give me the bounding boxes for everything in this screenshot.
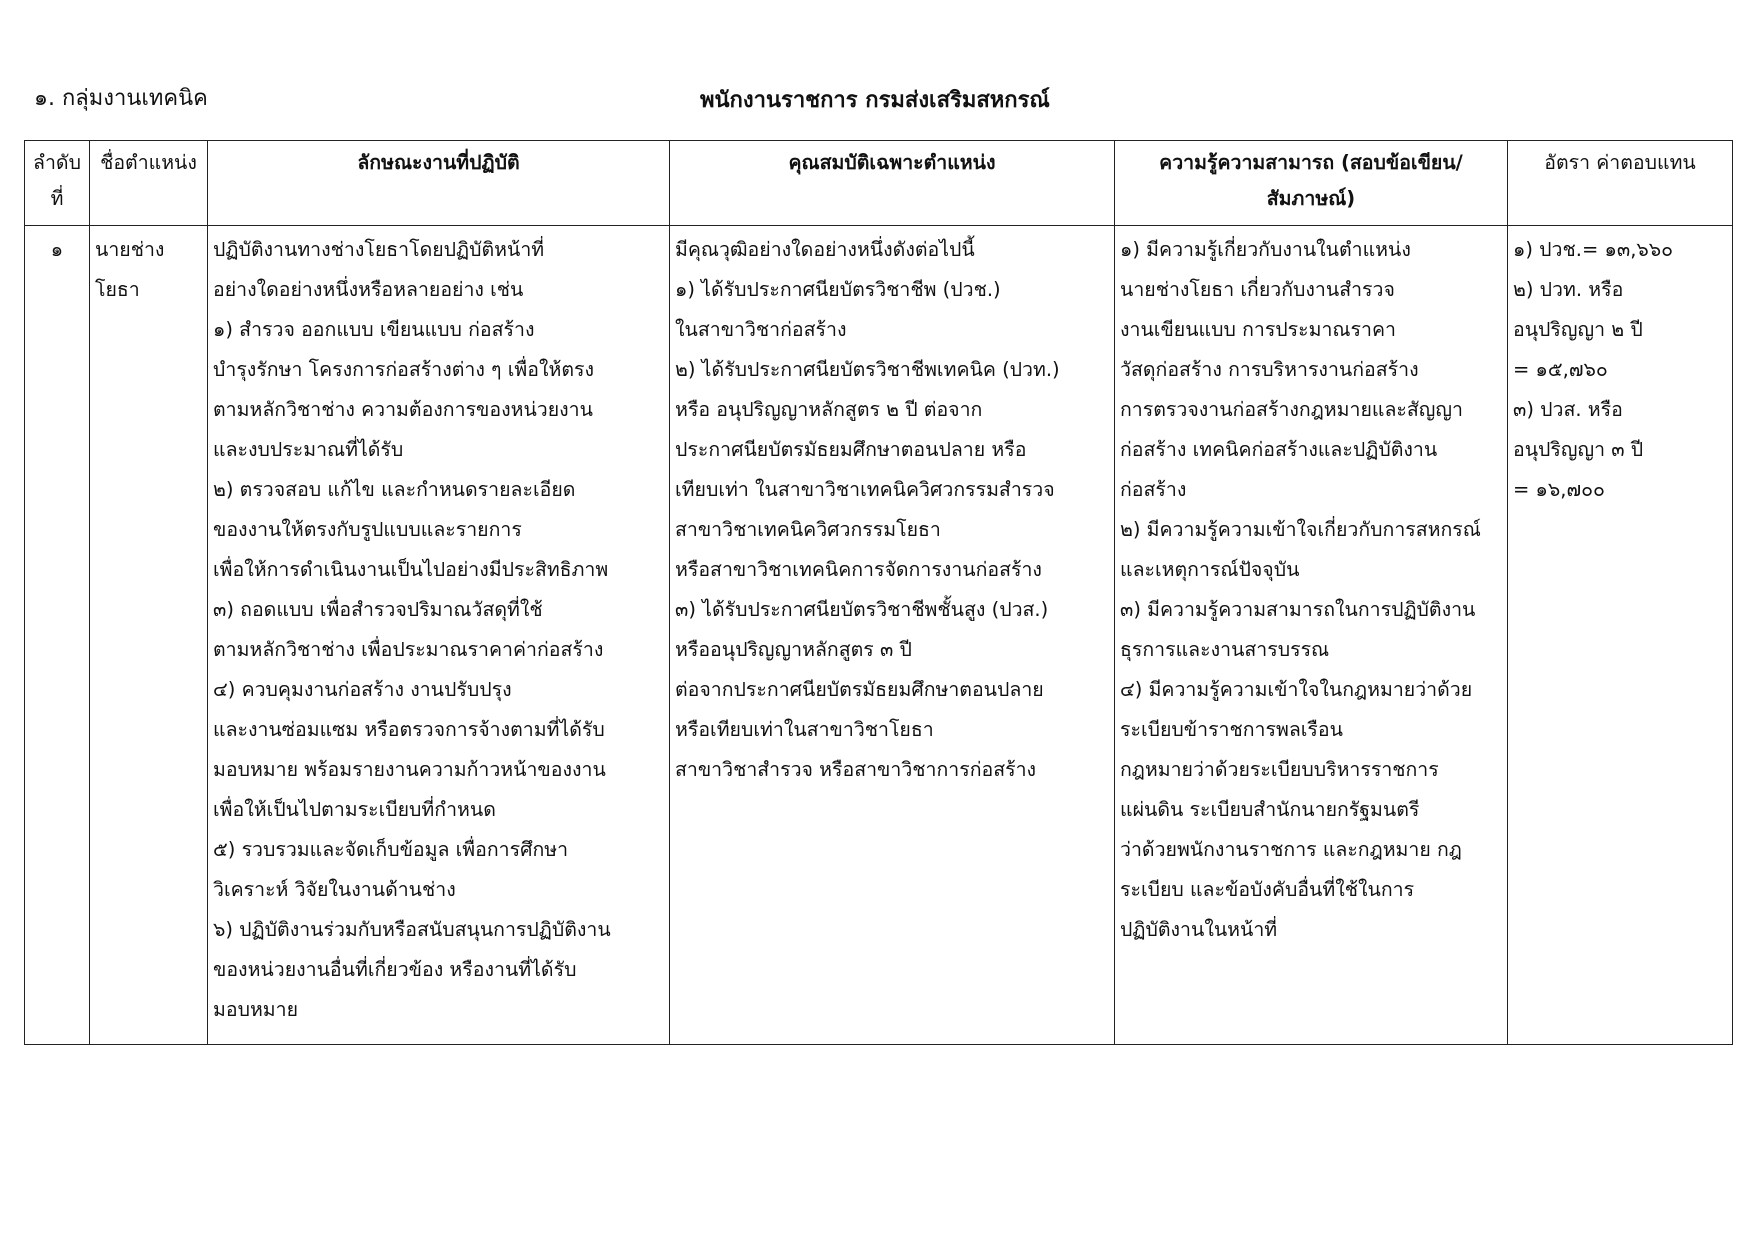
knowledge-line: การตรวจงานก่อสร้างกฎหมายและสัญญา — [1120, 398, 1463, 421]
knowledge-line: ๒) มีความรู้ความเข้าใจเกี่ยวกับการสหกรณ์ — [1120, 518, 1481, 541]
qualifications-line: มีคุณวุฒิอย่างใดอย่างหนึ่งดังต่อไปนี้ — [675, 238, 975, 261]
qualifications-line: ประกาศนียบัตรมัธยมศึกษาตอนปลาย หรือ — [675, 438, 1027, 461]
header-rate-line-2: ค่าตอบแทน — [1596, 151, 1696, 174]
knowledge-line: ก่อสร้าง เทคนิคก่อสร้างและปฏิบัติงาน — [1120, 438, 1438, 461]
duties-line: และงบประมาณที่ได้รับ — [213, 438, 404, 461]
cell-rate — [1508, 226, 1733, 1045]
duties-line: ๒) ตรวจสอบ แก้ไข และกำหนดรายละเอียด — [213, 478, 576, 501]
qualifications-line: หรือ อนุปริญญาหลักสูตร ๒ ปี ต่อจาก — [675, 398, 983, 421]
qualifications-line: สาขาวิชาเทคนิควิศวกรรมโยธา — [675, 518, 941, 541]
rate-line: = ๑๖,๗๐๐ — [1513, 478, 1605, 501]
header-knowledge-line-2: (สอบข้อเขียน/สัมภาษณ์) — [1266, 151, 1463, 210]
header-rate-line-1: อัตรา — [1544, 151, 1591, 174]
knowledge-line: ธุรการและงานสารบรรณ — [1120, 638, 1330, 661]
table-header-row — [25, 141, 1733, 226]
knowledge-line: ปฏิบัติงานในหน้าที่ — [1120, 918, 1278, 941]
knowledge-line: กฎหมายว่าด้วยระเบียบบริหารราชการ — [1120, 758, 1439, 781]
duties-line: ของงานให้ตรงกับรูปแบบและรายการ — [213, 518, 522, 541]
qualifications-line: หรืออนุปริญญาหลักสูตร ๓ ปี — [675, 638, 912, 661]
qualifications-line: หรือสาขาวิชาเทคนิคการจัดการงานก่อสร้าง — [675, 558, 1042, 581]
knowledge-line: ๑) มีความรู้เกี่ยวกับงานในตำแหน่ง — [1120, 238, 1411, 261]
duties-line: ๓) ถอดแบบ เพื่อสำรวจปริมาณวัสดุที่ใช้ — [213, 598, 543, 621]
group-label: ๑. กลุ่มงานเทคนิค — [34, 86, 208, 111]
knowledge-line: ว่าด้วยพนักงานราชการ และกฎหมาย กฎ — [1120, 838, 1462, 861]
knowledge-line: ระเบียบข้าราชการพลเรือน — [1120, 718, 1343, 741]
knowledge-line: และเหตุการณ์ปัจจุบัน — [1120, 558, 1300, 581]
qualifications-line: ในสาขาวิชาก่อสร้าง — [675, 318, 847, 341]
duties-line: มอบหมาย พร้อมรายงานความก้าวหน้าของงาน — [213, 758, 606, 781]
rate-line: อนุปริญญา ๓ ปี — [1513, 438, 1644, 461]
qualifications-line: ๑) ได้รับประกาศนียบัตรวิชาชีพ (ปวช.) — [675, 278, 1001, 301]
duties-line: ตามหลักวิชาช่าง ความต้องการของหน่วยงาน — [213, 398, 593, 421]
knowledge-line: ๔) มีความรู้ความเข้าใจในกฎหมายว่าด้วย — [1120, 678, 1473, 701]
position-table — [24, 140, 1733, 1045]
duties-line: ๖) ปฏิบัติงานร่วมกับหรือสนับสนุนการปฏิบัติงาน — [213, 918, 611, 941]
duties-line: อย่างใดอย่างหนึ่งหรือหลายอย่าง เช่น — [213, 278, 524, 301]
knowledge-line: วัสดุก่อสร้าง การบริหารงานก่อสร้าง — [1120, 358, 1419, 381]
knowledge-line: ก่อสร้าง — [1120, 478, 1187, 501]
rate-line: ๓) ปวส. หรือ — [1513, 398, 1623, 421]
qualifications-line: ต่อจากประกาศนียบัตรมัธยมศึกษาตอนปลาย — [675, 678, 1044, 701]
cell-knowledge — [1115, 226, 1508, 1045]
cell-duties — [208, 226, 670, 1045]
knowledge-line: ระเบียบ และข้อบังคับอื่นที่ใช้ในการ — [1120, 878, 1415, 901]
rate-line: ๑) ปวช.= ๑๓,๖๖๐ — [1513, 238, 1674, 261]
qualifications-line: สาขาวิชาสำรวจ หรือสาขาวิชาการก่อสร้าง — [675, 758, 1037, 781]
duties-line: ตามหลักวิชาช่าง เพื่อประมาณราคาค่าก่อสร้าง — [213, 638, 604, 661]
duties-line: ปฏิบัติงานทางช่างโยธาโดยปฏิบัติหน้าที่ — [213, 238, 545, 261]
cell-order: ๑ — [25, 226, 90, 1045]
cell-qualifications — [670, 226, 1115, 1045]
duties-line: ของหน่วยงานอื่นที่เกี่ยวข้อง หรืองานที่ได้รับ — [213, 958, 577, 981]
duties-line: ๔) ควบคุมงานก่อสร้าง งานปรับปรุง — [213, 678, 512, 701]
table-row — [25, 226, 1733, 1045]
knowledge-line: นายช่างโยธา เกี่ยวกับงานสำรวจ — [1120, 278, 1395, 301]
knowledge-line: ๓) มีความรู้ความสามารถในการปฏิบัติงาน — [1120, 598, 1476, 621]
duties-line: เพื่อให้เป็นไปตามระเบียบที่กำหนด — [213, 798, 496, 821]
header-order-line-2: ที่ — [50, 187, 64, 210]
rate-line: ๒) ปวท. หรือ — [1513, 278, 1624, 301]
document-title: พนักงานราชการ กรมส่งเสริมสหกรณ์ — [700, 88, 1050, 113]
duties-line: บำรุงรักษา โครงการก่อสร้างต่าง ๆ เพื่อให้ตรง — [213, 358, 594, 381]
knowledge-line: แผ่นดิน ระเบียบสำนักนายกรัฐมนตรี — [1120, 798, 1420, 821]
cell-position: นายช่างโยธา — [90, 226, 208, 1045]
header-position: ชื่อตำแหน่ง — [90, 141, 208, 226]
header-qualifications: คุณสมบัติเฉพาะตำแหน่ง — [670, 141, 1115, 226]
qualifications-line: หรือเทียบเท่าในสาขาวิชาโยธา — [675, 718, 934, 741]
rate-line: อนุปริญญา ๒ ปี — [1513, 318, 1643, 341]
knowledge-line: งานเขียนแบบ การประมาณราคา — [1120, 318, 1396, 341]
header-knowledge — [1115, 141, 1508, 226]
header-knowledge-line-1: ความรู้ความสามารถ — [1159, 151, 1335, 174]
duties-line: เพื่อให้การดำเนินงานเป็นไปอย่างมีประสิทธิภาพ — [213, 558, 609, 581]
header-rate — [1508, 141, 1733, 226]
duties-line: ๑) สำรวจ ออกแบบ เขียนแบบ ก่อสร้าง — [213, 318, 535, 341]
qualifications-line: ๒) ได้รับประกาศนียบัตรวิชาชีพเทคนิค (ปวท.) — [675, 358, 1060, 381]
header-order — [25, 141, 90, 226]
duties-line: ๕) รวบรวมและจัดเก็บข้อมูล เพื่อการศึกษา — [213, 838, 569, 861]
duties-line: และงานซ่อมแซม หรือตรวจการจ้างตามที่ได้รับ — [213, 718, 605, 741]
duties-line: วิเคราะห์ วิจัยในงานด้านช่าง — [213, 878, 456, 901]
rate-line: = ๑๕,๗๖๐ — [1513, 358, 1608, 381]
header-order-line-1: ลำดับ — [33, 151, 81, 174]
duties-line: มอบหมาย — [213, 998, 299, 1021]
header-duties: ลักษณะงานที่ปฏิบัติ — [208, 141, 670, 226]
qualifications-line: เทียบเท่า ในสาขาวิชาเทคนิควิศวกรรมสำรวจ — [675, 478, 1055, 501]
qualifications-line: ๓) ได้รับประกาศนียบัตรวิชาชีพชั้นสูง (ปวส.) — [675, 598, 1049, 621]
